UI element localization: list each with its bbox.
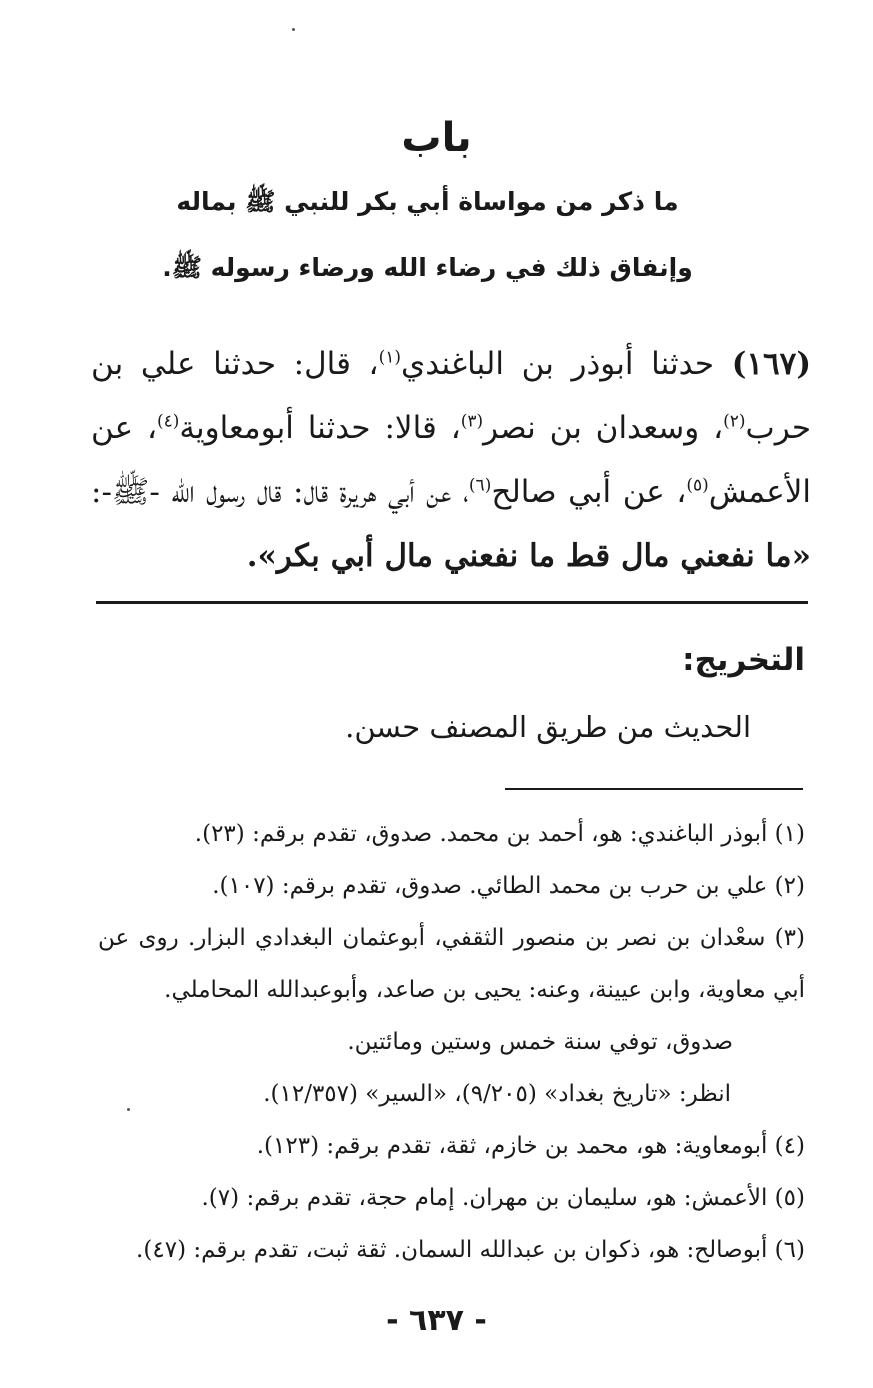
hadith-chain-part: ، عن أبي صالح: [491, 474, 687, 510]
footnote-2: (٢) علي بن حرب بن محمد الطائي. صدوق، تقدم برقم: (١٠٧).: [212, 873, 805, 899]
footnote-ref-2[interactable]: (٢): [723, 411, 746, 432]
hadith-number: (١٦٧): [731, 346, 811, 382]
hadith-chain-part: ، عن أبي هريرة قال: قال رسول الله -ﷺ-:: [91, 474, 469, 510]
scan-speck: [292, 28, 295, 31]
hadith-chain-part: ، قالا: حدثنا أبومعاوية: [179, 410, 461, 446]
page-number: - ٦٣٧ -: [386, 1303, 487, 1338]
hadith-chain-part: ، قال: حدثنا علي بن حرب: [91, 346, 811, 446]
hadith-chain-part: ، عن الأعمش: [91, 410, 811, 510]
footnote-3-line-3: صدوق، توفي سنة خمس وستين ومائتين.: [347, 1029, 733, 1055]
takhrij-heading: التخريج:: [682, 642, 805, 678]
footnote-3-line-1: (٣) سعْدان بن نصر بن منصور الثقفي، أبوعثمان البغدادي البزار. روى عن: [98, 925, 805, 951]
hadith-text: [91, 332, 811, 588]
chapter-subtitle-line-1: ما ذكر من مواساة أبي بكر للنبي ﷺ بماله: [176, 187, 679, 216]
takhrij-text: الحديث من طريق المصنف حسن.: [345, 710, 751, 744]
scan-speck: [127, 1108, 130, 1111]
footnote-ref-5[interactable]: (٥): [686, 475, 709, 496]
footnote-ref-4[interactable]: (٤): [156, 411, 180, 432]
footnote-ref-6[interactable]: (٦): [468, 475, 492, 496]
hadith-chain-part: حدثنا أبوذر بن الباغندي: [400, 346, 732, 382]
footnote-4: (٤) أبومعاوية: هو، محمد بن خازم، ثقة، تقدم برقم: (١٢٣).: [256, 1133, 805, 1159]
footnote-ref-3[interactable]: (٣): [460, 411, 484, 432]
chapter-title: باب: [401, 115, 472, 161]
footnote-3-line-2: أبي معاوية، وابن عيينة، وعنه: يحيى بن صاعد، وأبوعبدالله المحاملي.: [164, 977, 805, 1003]
prophetic-saying: «ما نفعني مال قط ما نفعني مال أبي بكر».: [246, 538, 811, 574]
footnote-separator: [505, 788, 803, 790]
footnote-5: (٥) الأعمش: هو، سليمان بن مهران. إمام حجة، تقدم برقم: (٧).: [201, 1185, 805, 1211]
section-divider: [96, 601, 808, 604]
footnote-3-reference: انظر: «تاريخ بغداد» (٩/٢٠٥)، «السير» (١٢/٣٥٧).: [263, 1081, 731, 1107]
chapter-subtitle-line-2: وإنفاق ذلك في رضاء الله ورضاء رسوله ﷺ.: [162, 253, 693, 282]
footnote-1: (١) أبوذر الباغندي: هو، أحمد بن محمد. صدوق، تقدم برقم: (٢٣).: [194, 821, 805, 847]
footnote-ref-1[interactable]: (١): [378, 347, 401, 368]
footnote-6: (٦) أبوصالح: هو، ذكوان بن عبدالله السمان. ثقة ثبت، تقدم برقم: (٤٧).: [136, 1237, 805, 1263]
hadith-chain-part: ، وسعدان بن نصر: [483, 410, 724, 446]
